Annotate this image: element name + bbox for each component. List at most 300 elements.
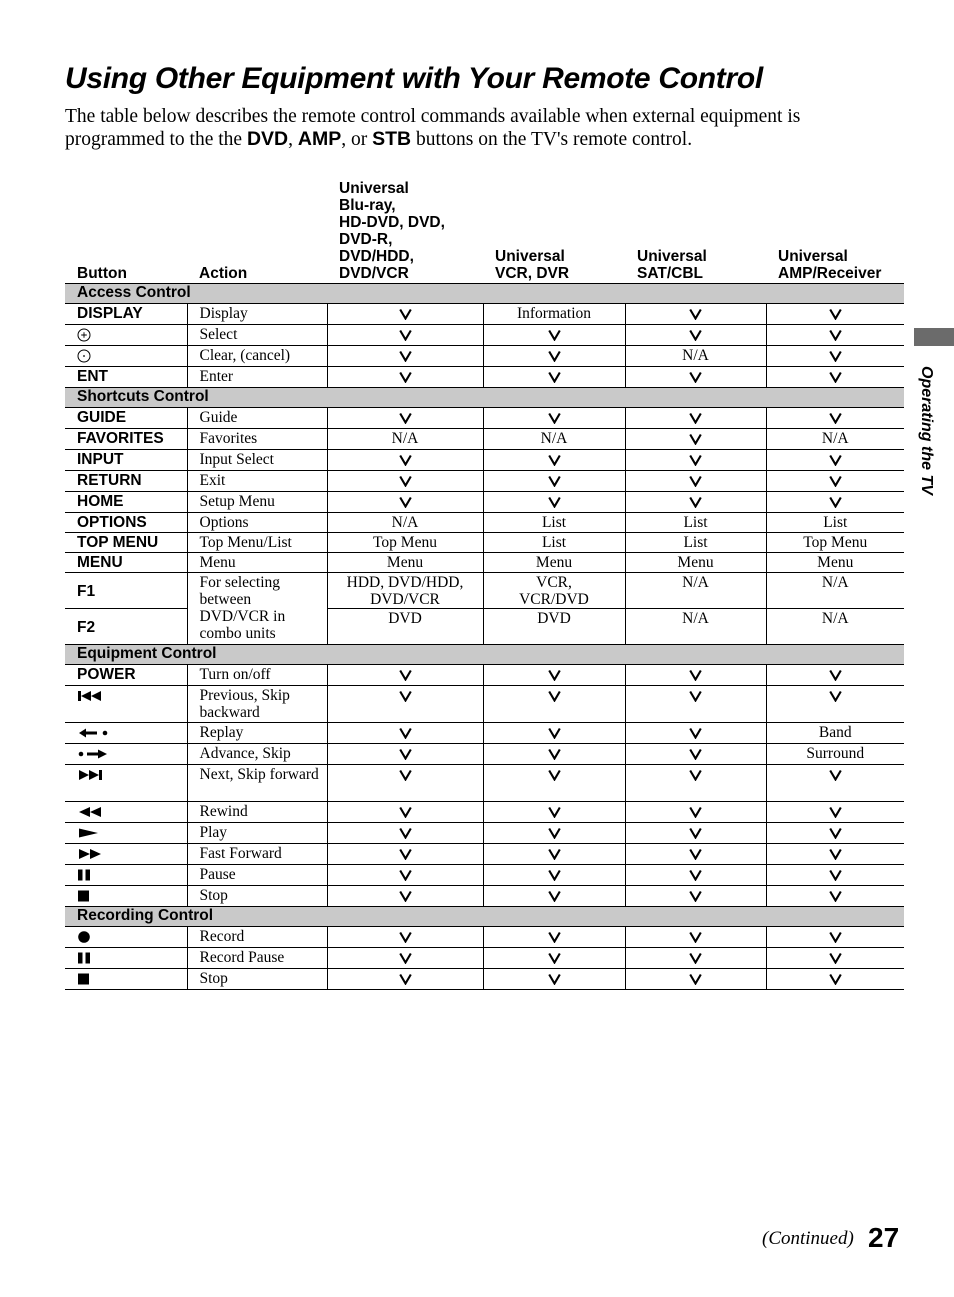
- check-icon: [548, 726, 561, 739]
- check-icon: [548, 951, 561, 964]
- header-action: Action: [187, 180, 327, 284]
- value-cell-amp: N/A: [766, 609, 904, 645]
- value-cell-sat: N/A: [625, 573, 766, 609]
- action-cell: Turn on/off: [187, 665, 327, 686]
- action-cell: Stop: [187, 969, 327, 990]
- value-cell-vcr: N/A: [483, 429, 625, 450]
- action-cell: Enter: [187, 367, 327, 388]
- value-cell-vcr: DVD: [483, 609, 625, 645]
- check-icon: [689, 307, 702, 320]
- value-cell-vcr: [483, 723, 625, 744]
- check-icon: [829, 930, 842, 943]
- table-row: [65, 886, 904, 907]
- check-icon: [399, 307, 412, 320]
- value-cell-sat: N/A: [625, 346, 766, 367]
- check-icon: [829, 868, 842, 881]
- value-cell-dvd: DVD: [327, 609, 483, 645]
- action-cell: Options: [187, 513, 327, 533]
- value-cell-vcr: [483, 802, 625, 823]
- check-icon: [829, 768, 842, 781]
- check-icon: [548, 805, 561, 818]
- button-cell: [65, 346, 187, 367]
- value-cell-dvd: [327, 367, 483, 388]
- header-line: DVD/HDD,: [339, 248, 414, 265]
- check-icon: [548, 349, 561, 362]
- action-cell: Guide: [187, 408, 327, 429]
- next-track-icon: [77, 768, 107, 782]
- check-icon: [689, 668, 702, 681]
- table-row: [65, 553, 904, 573]
- value-cell-sat: List: [625, 533, 766, 553]
- value-cell-amp: Menu: [766, 553, 904, 573]
- check-icon: [399, 847, 412, 860]
- value-cell-vcr: [483, 492, 625, 513]
- check-icon: [829, 847, 842, 860]
- table-row: [65, 665, 904, 686]
- header-vcr: [483, 180, 625, 284]
- header-amp: [766, 180, 904, 284]
- value-cell-dvd: [327, 408, 483, 429]
- action-cell: Record Pause: [187, 948, 327, 969]
- value-cell-amp: [766, 865, 904, 886]
- action-cell: Previous, Skip backward: [187, 686, 327, 723]
- table-row: [65, 686, 904, 723]
- value-cell-dvd: [327, 665, 483, 686]
- value-cell-vcr: [483, 969, 625, 990]
- table-row: [65, 948, 904, 969]
- select-circle-icon: [77, 328, 91, 342]
- value-cell-vcr: [483, 765, 625, 802]
- value-cell-dvd: [327, 471, 483, 492]
- check-icon: [829, 689, 842, 702]
- value-cell-dvd: Menu: [327, 553, 483, 573]
- check-icon: [829, 453, 842, 466]
- table-row: [65, 492, 904, 513]
- check-icon: [829, 805, 842, 818]
- value-cell-amp: [766, 948, 904, 969]
- check-icon: [399, 453, 412, 466]
- table-row: [65, 471, 904, 492]
- section-header-row: [65, 907, 904, 927]
- value-cell-vcr: [483, 927, 625, 948]
- value-cell-sat: [625, 686, 766, 723]
- button-cell: [65, 948, 187, 969]
- value-cell-vcr: [483, 744, 625, 765]
- check-icon: [548, 370, 561, 383]
- value-cell-sat: [625, 325, 766, 346]
- button-cell: [65, 969, 187, 990]
- button-cell: DISPLAY: [65, 304, 187, 325]
- check-icon: [399, 768, 412, 781]
- check-icon: [829, 474, 842, 487]
- button-cell: [65, 744, 187, 765]
- check-icon: [399, 930, 412, 943]
- value-cell-amp: Band: [766, 723, 904, 744]
- value-cell-amp: [766, 408, 904, 429]
- action-cell: Replay: [187, 723, 327, 744]
- value-cell-dvd: [327, 450, 483, 471]
- check-icon: [689, 370, 702, 383]
- action-cell: Rewind: [187, 802, 327, 823]
- table-row: [65, 823, 904, 844]
- value-cell-amp: [766, 346, 904, 367]
- table-row: [65, 408, 904, 429]
- header-line: Blu-ray,: [339, 197, 396, 214]
- value-cell-sat: [625, 927, 766, 948]
- check-icon: [689, 726, 702, 739]
- check-icon: [399, 689, 412, 702]
- check-icon: [399, 411, 412, 424]
- table-row: [65, 844, 904, 865]
- action-cell: Fast Forward: [187, 844, 327, 865]
- check-icon: [399, 972, 412, 985]
- check-icon: [829, 307, 842, 320]
- value-cell-sat: [625, 492, 766, 513]
- check-icon: [689, 847, 702, 860]
- value-cell-vcr: [483, 367, 625, 388]
- button-cell: HOME: [65, 492, 187, 513]
- section-tab-marker: [914, 328, 954, 346]
- stop-icon: [77, 889, 93, 903]
- check-icon: [829, 328, 842, 341]
- check-icon: [548, 768, 561, 781]
- value-cell-vcr: Menu: [483, 553, 625, 573]
- button-cell: POWER: [65, 665, 187, 686]
- value-cell-sat: [625, 367, 766, 388]
- page-number: 27: [868, 1222, 900, 1253]
- button-cell: [65, 823, 187, 844]
- check-icon: [548, 689, 561, 702]
- check-icon: [829, 349, 842, 362]
- check-icon: [829, 668, 842, 681]
- value-cell-sat: [625, 802, 766, 823]
- record-icon: [77, 930, 93, 944]
- check-icon: [548, 826, 561, 839]
- button-cell: F1: [65, 573, 187, 609]
- table-row: [65, 573, 904, 609]
- value-cell-sat: Menu: [625, 553, 766, 573]
- header-line: Universal: [495, 248, 565, 265]
- button-cell: F2: [65, 609, 187, 645]
- value-cell-vcr: [483, 325, 625, 346]
- value-cell-sat: [625, 823, 766, 844]
- value-cell-vcr: VCR, VCR/DVD: [483, 573, 625, 609]
- table-row: [65, 367, 904, 388]
- action-cell: Display: [187, 304, 327, 325]
- value-cell-vcr: [483, 686, 625, 723]
- check-icon: [689, 930, 702, 943]
- value-cell-vcr: [483, 886, 625, 907]
- action-cell: Menu: [187, 553, 327, 573]
- action-cell: Setup Menu: [187, 492, 327, 513]
- check-icon: [399, 951, 412, 964]
- header-button: Button: [65, 180, 187, 284]
- remote-commands-table: [65, 180, 904, 990]
- value-cell-dvd: [327, 802, 483, 823]
- table-row: [65, 450, 904, 471]
- table-row: [65, 969, 904, 990]
- check-icon: [829, 411, 842, 424]
- value-cell-vcr: List: [483, 533, 625, 553]
- value-cell-amp: [766, 325, 904, 346]
- header-line: HD-DVD, DVD,: [339, 214, 445, 231]
- value-cell-vcr: [483, 665, 625, 686]
- action-cell: Clear, (cancel): [187, 346, 327, 367]
- value-cell-dvd: N/A: [327, 429, 483, 450]
- value-cell-amp: [766, 765, 904, 802]
- value-cell-amp: N/A: [766, 429, 904, 450]
- section-title: Recording Control: [65, 907, 904, 927]
- value-cell-amp: [766, 304, 904, 325]
- table-row: [65, 744, 904, 765]
- table-row: [65, 429, 904, 450]
- button-cell: [65, 865, 187, 886]
- action-cell: Top Menu/List: [187, 533, 327, 553]
- check-icon: [689, 889, 702, 902]
- value-cell-vcr: [483, 948, 625, 969]
- value-cell-dvd: [327, 927, 483, 948]
- value-cell-vcr: [483, 408, 625, 429]
- check-icon: [689, 474, 702, 487]
- button-cell: [65, 686, 187, 723]
- intro-paragraph: [65, 106, 885, 151]
- check-icon: [548, 668, 561, 681]
- value-cell-dvd: [327, 844, 483, 865]
- value-cell-amp: [766, 686, 904, 723]
- intro-text-1: The table below describes the remote control commands available when external equipment is programmed to the the: [65, 106, 801, 150]
- stb-keyword: STB: [372, 128, 412, 150]
- header-line: DVD/VCR: [339, 265, 409, 282]
- check-icon: [548, 747, 561, 760]
- table-row: [65, 865, 904, 886]
- value-cell-dvd: [327, 723, 483, 744]
- check-icon: [689, 972, 702, 985]
- button-cell: [65, 325, 187, 346]
- check-icon: [399, 474, 412, 487]
- value-cell-vcr: Information: [483, 304, 625, 325]
- button-cell: GUIDE: [65, 408, 187, 429]
- check-icon: [689, 328, 702, 341]
- value-cell-dvd: [327, 744, 483, 765]
- check-icon: [399, 726, 412, 739]
- check-icon: [829, 951, 842, 964]
- button-cell: [65, 886, 187, 907]
- check-icon: [548, 453, 561, 466]
- value-cell-amp: [766, 844, 904, 865]
- check-icon: [548, 495, 561, 508]
- header-line: VCR, DVR: [495, 265, 570, 282]
- action-cell: Record: [187, 927, 327, 948]
- section-title: Equipment Control: [65, 645, 904, 665]
- check-icon: [689, 868, 702, 881]
- action-cell: Input Select: [187, 450, 327, 471]
- table-row: [65, 325, 904, 346]
- button-cell: FAVORITES: [65, 429, 187, 450]
- check-icon: [548, 930, 561, 943]
- check-icon: [829, 889, 842, 902]
- check-icon: [548, 328, 561, 341]
- check-icon: [829, 972, 842, 985]
- value-cell-sat: [625, 948, 766, 969]
- value-cell-amp: [766, 927, 904, 948]
- check-icon: [399, 349, 412, 362]
- action-cell: Play: [187, 823, 327, 844]
- value-cell-dvd: [327, 886, 483, 907]
- section-header-row: [65, 645, 904, 665]
- value-cell-sat: [625, 744, 766, 765]
- action-cell: Next, Skip forward: [187, 765, 327, 802]
- value-cell-sat: [625, 765, 766, 802]
- header-line: Universal: [637, 248, 707, 265]
- value-cell-sat: [625, 723, 766, 744]
- check-icon: [548, 411, 561, 424]
- value-cell-dvd: Top Menu: [327, 533, 483, 553]
- value-cell-dvd: [327, 492, 483, 513]
- value-cell-vcr: [483, 865, 625, 886]
- section-side-label: Operating the TV: [918, 366, 935, 495]
- table-row: [65, 346, 904, 367]
- value-cell-vcr: [483, 844, 625, 865]
- check-icon: [548, 972, 561, 985]
- section-title: Access Control: [65, 284, 904, 304]
- action-cell: Exit: [187, 471, 327, 492]
- value-cell-amp: N/A: [766, 573, 904, 609]
- amp-keyword: AMP: [297, 128, 342, 150]
- header-sat: [625, 180, 766, 284]
- check-icon: [689, 951, 702, 964]
- check-icon: [399, 328, 412, 341]
- header-line: AMP/Receiver: [778, 265, 882, 282]
- value-cell-amp: Surround: [766, 744, 904, 765]
- value-cell-sat: [625, 450, 766, 471]
- header-line: Universal: [339, 180, 409, 197]
- intro-text-2: ,: [288, 129, 298, 150]
- table-row: [65, 513, 904, 533]
- section-title: Shortcuts Control: [65, 388, 904, 408]
- value-cell-sat: [625, 408, 766, 429]
- value-cell-amp: [766, 665, 904, 686]
- check-icon: [689, 826, 702, 839]
- dvd-keyword: DVD: [246, 128, 289, 150]
- stop-icon: [77, 972, 93, 986]
- check-icon: [689, 768, 702, 781]
- value-cell-dvd: [327, 325, 483, 346]
- check-icon: [399, 826, 412, 839]
- value-cell-dvd: [327, 346, 483, 367]
- button-cell: INPUT: [65, 450, 187, 471]
- value-cell-dvd: [327, 969, 483, 990]
- check-icon: [829, 826, 842, 839]
- check-icon: [399, 889, 412, 902]
- page-title: Using Other Equipment with Your Remote Control: [65, 62, 763, 95]
- value-cell-amp: Top Menu: [766, 533, 904, 553]
- value-cell-dvd: [327, 304, 483, 325]
- button-cell: [65, 802, 187, 823]
- button-cell: [65, 844, 187, 865]
- replay-icon: [77, 726, 111, 740]
- header-line: Universal: [778, 248, 848, 265]
- value-cell-dvd: [327, 865, 483, 886]
- value-cell-vcr: [483, 471, 625, 492]
- value-cell-vcr: [483, 450, 625, 471]
- intro-text-3: , or: [341, 129, 373, 150]
- value-cell-dvd: HDD, DVD/HDD, DVD/VCR: [327, 573, 483, 609]
- action-cell: For selecting between DVD/VCR in combo units: [187, 573, 327, 645]
- table-header-row: [65, 180, 904, 284]
- rewind-icon: [77, 805, 107, 819]
- action-cell: Pause: [187, 865, 327, 886]
- clear-dot-circle-icon: [77, 349, 91, 363]
- check-icon: [548, 847, 561, 860]
- button-cell: RETURN: [65, 471, 187, 492]
- value-cell-amp: [766, 886, 904, 907]
- action-cell: Favorites: [187, 429, 327, 450]
- button-cell: MENU: [65, 553, 187, 573]
- check-icon: [689, 411, 702, 424]
- value-cell-amp: [766, 492, 904, 513]
- button-cell: ENT: [65, 367, 187, 388]
- button-cell: OPTIONS: [65, 513, 187, 533]
- value-cell-sat: N/A: [625, 609, 766, 645]
- header-line: DVD-R,: [339, 231, 393, 248]
- check-icon: [399, 747, 412, 760]
- value-cell-sat: [625, 969, 766, 990]
- check-icon: [689, 453, 702, 466]
- header-line: SAT/CBL: [637, 265, 704, 282]
- value-cell-sat: [625, 304, 766, 325]
- value-cell-sat: [625, 844, 766, 865]
- check-icon: [548, 889, 561, 902]
- section-header-row: [65, 284, 904, 304]
- value-cell-vcr: List: [483, 513, 625, 533]
- fast-forward-icon: [77, 847, 107, 861]
- value-cell-amp: [766, 823, 904, 844]
- value-cell-amp: [766, 367, 904, 388]
- value-cell-amp: [766, 450, 904, 471]
- action-cell: Advance, Skip: [187, 744, 327, 765]
- check-icon: [689, 495, 702, 508]
- check-icon: [548, 474, 561, 487]
- pause-icon: [77, 868, 93, 882]
- value-cell-vcr: [483, 346, 625, 367]
- check-icon: [548, 868, 561, 881]
- check-icon: [399, 868, 412, 881]
- value-cell-sat: [625, 429, 766, 450]
- value-cell-sat: List: [625, 513, 766, 533]
- action-cell: Stop: [187, 886, 327, 907]
- table-row: [65, 927, 904, 948]
- table-body: [65, 284, 904, 990]
- check-icon: [829, 370, 842, 383]
- value-cell-dvd: [327, 823, 483, 844]
- table-row: [65, 723, 904, 744]
- table-row: [65, 802, 904, 823]
- value-cell-dvd: [327, 948, 483, 969]
- value-cell-amp: [766, 969, 904, 990]
- check-icon: [689, 689, 702, 702]
- check-icon: [689, 805, 702, 818]
- value-cell-dvd: N/A: [327, 513, 483, 533]
- table-row: [65, 533, 904, 553]
- check-icon: [399, 668, 412, 681]
- record-pause-icon: [77, 951, 93, 965]
- check-icon: [399, 805, 412, 818]
- section-header-row: [65, 388, 904, 408]
- previous-track-icon: [77, 689, 107, 703]
- table-row: [65, 304, 904, 325]
- check-icon: [399, 370, 412, 383]
- value-cell-amp: List: [766, 513, 904, 533]
